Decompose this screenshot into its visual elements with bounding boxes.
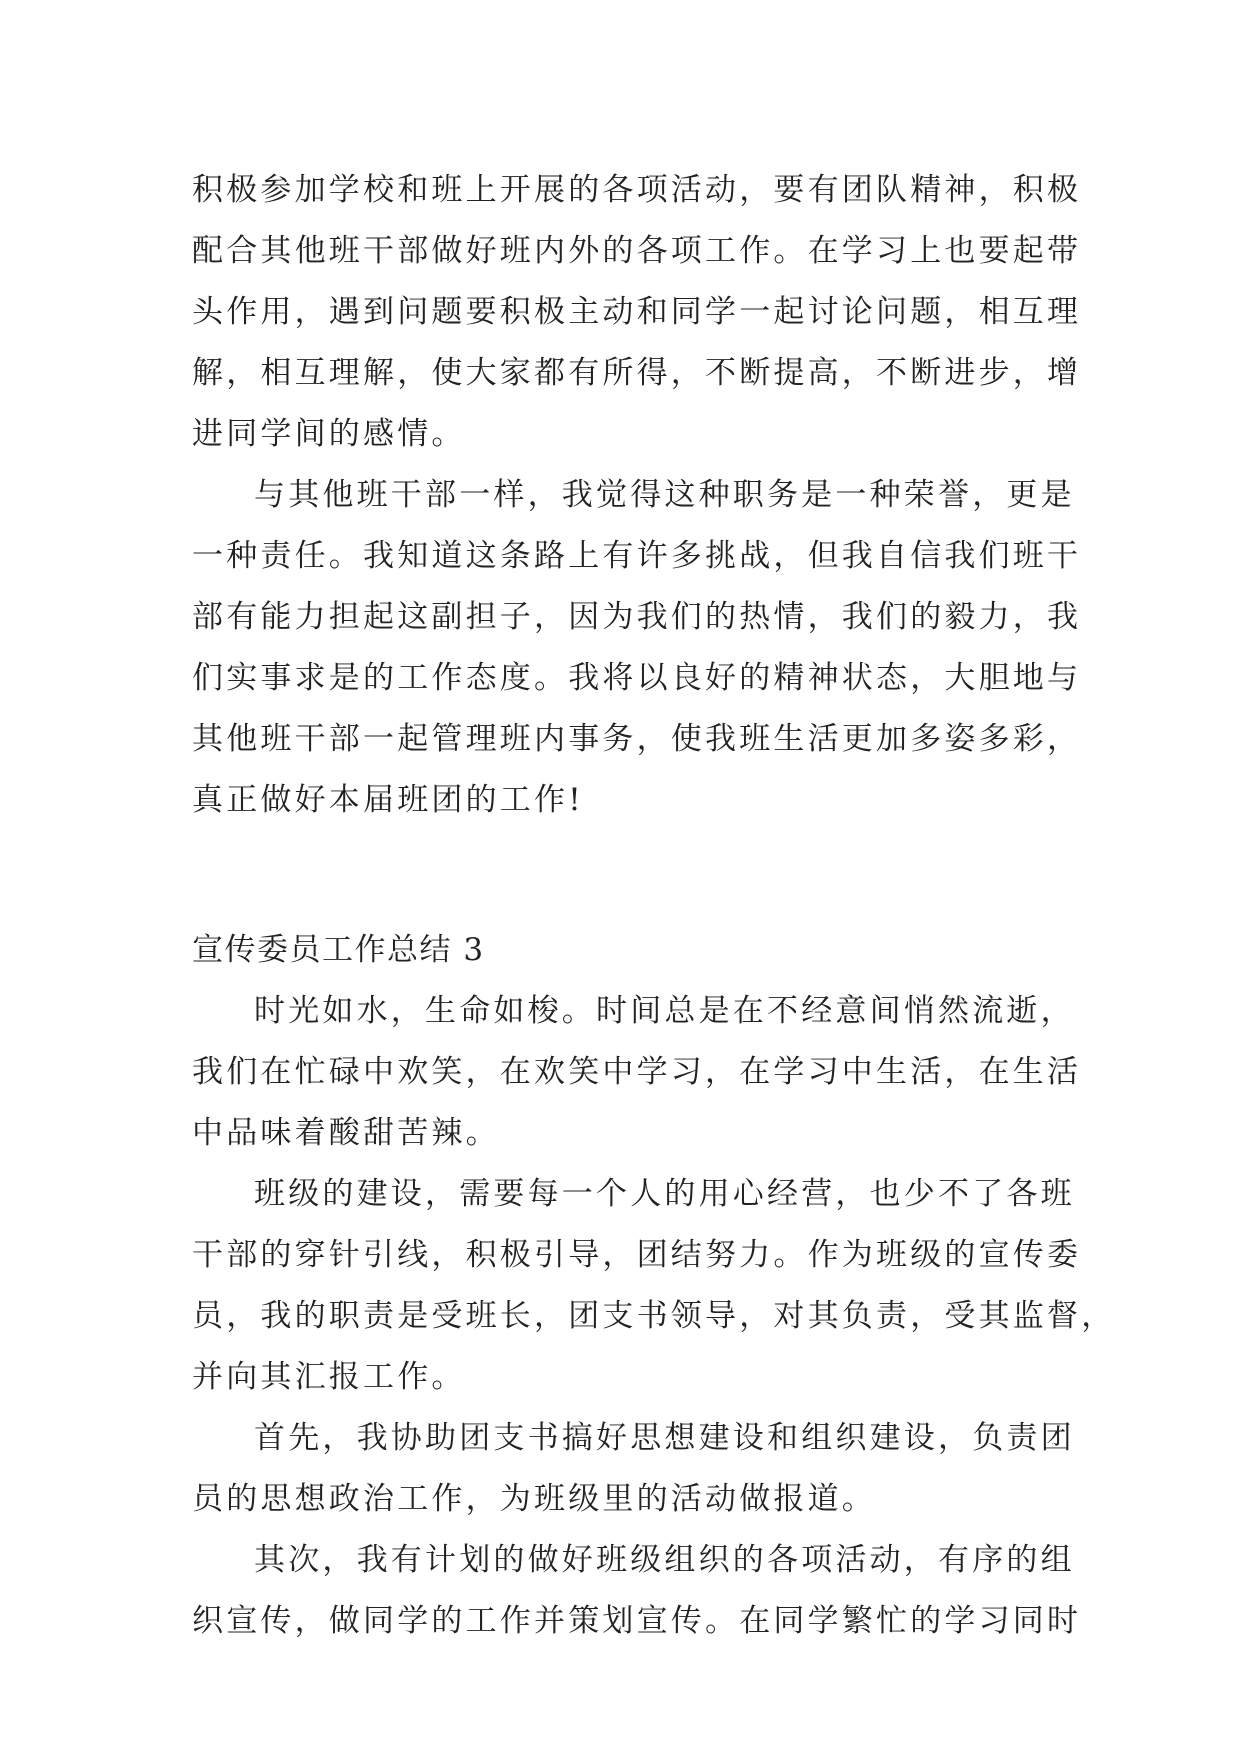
- section-spacer: [192, 831, 1072, 920]
- document-body: [192, 160, 1116, 1652]
- text-line: 们实事求是的工作态度。我将以良好的精神状态，大胆地与: [192, 660, 1082, 696]
- text-line: 积极参加学校和班上开展的各项活动，要有团队精神，积极: [192, 172, 1082, 208]
- text-line: 头作用，遇到问题要积极主动和同学一起讨论问题，相互理: [192, 294, 1082, 330]
- paragraph: [192, 1408, 1075, 1530]
- text-line: 我们在忙碌中欢笑，在欢笑中学习，在学习中生活，在生活: [192, 1054, 1082, 1090]
- text-line: 配合其他班干部做好班内外的各项工作。在学习上也要起带: [192, 233, 1082, 269]
- text-line: 并向其汇报工作。: [192, 1359, 466, 1395]
- text-line: 员，我的职责是受班长，团支书领导，对其负责，受其监督，: [192, 1298, 1116, 1334]
- paragraph: [192, 1164, 1116, 1408]
- text-line: 进同学间的感情。: [192, 416, 466, 452]
- text-line: 解，相互理解，使大家都有所得，不断提高，不断进步，增: [192, 355, 1082, 391]
- paragraph: [192, 160, 1082, 465]
- text-line: 员的思想政治工作，为班级里的活动做报道。: [192, 1481, 876, 1517]
- text-line: 其他班干部一起管理班内事务，使我班生活更加多姿多彩，: [192, 721, 1082, 757]
- text-line: 真正做好本届班团的工作!: [192, 782, 584, 818]
- text-line: 其次，我有计划的做好班级组织的各项活动，有序的组: [254, 1542, 1075, 1578]
- text-line: 首先，我协助团支书搞好思想建设和组织建设，负责团: [254, 1420, 1075, 1456]
- section-heading: 宣传委员工作总结 3: [192, 932, 485, 968]
- paragraph: [192, 1530, 1082, 1652]
- text-line: 中品味着酸甜苦辣。: [192, 1115, 500, 1151]
- text-line: 一种责任。我知道这条路上有许多挑战，但我自信我们班干: [192, 538, 1082, 574]
- paragraph: [192, 981, 1082, 1164]
- text-line: 织宣传，做同学的工作并策划宣传。在同学繁忙的学习同时: [192, 1603, 1082, 1639]
- text-line: 部有能力担起这副担子，因为我们的热情，我们的毅力，我: [192, 599, 1082, 635]
- paragraph: [192, 465, 1082, 831]
- text-line: 时光如水，生命如梭。时间总是在不经意间悄然流逝，: [254, 993, 1075, 1029]
- text-line: 干部的穿针引线，积极引导，团结努力。作为班级的宣传委: [192, 1237, 1082, 1273]
- text-line: 与其他班干部一样，我觉得这种职务是一种荣誉，更是: [254, 477, 1075, 513]
- text-line: 班级的建设，需要每一个人的用心经营，也少不了各班: [254, 1176, 1075, 1212]
